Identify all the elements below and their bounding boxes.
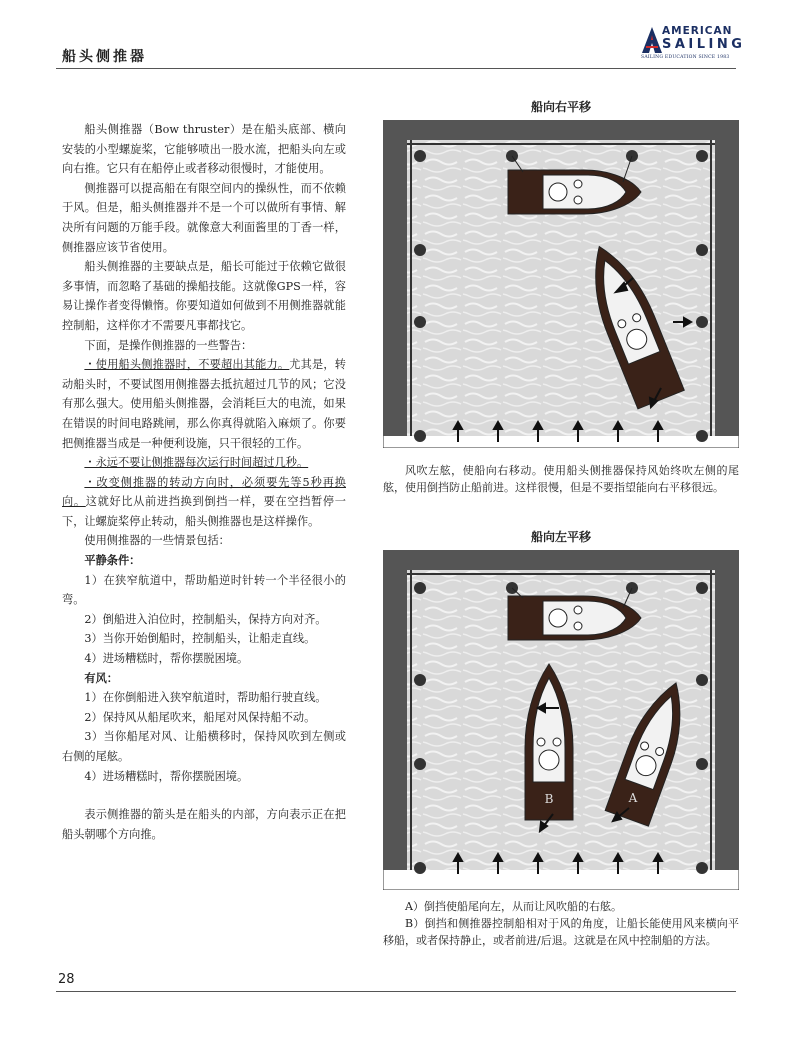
paragraph: 表示侧推器的箭头是在船头的内部，方向表示正在把船头朝哪个方向推。 xyxy=(62,808,346,841)
piling xyxy=(414,582,426,594)
piling xyxy=(696,150,708,162)
warning-2-emphasis: ・永远不要让侧推器每次运行时间超过几秒。 xyxy=(84,456,309,470)
paragraph: 侧推器可以提高船在有限空间内的操纵性，而不依赖于风。但是，船头侧推器并不是一个可以做所有事情、解决所有问题的万能手段。就像意大利面酱里的丁香一样，侧推器应该节省使用。 xyxy=(62,181,346,254)
boat-b-label: B xyxy=(544,792,554,806)
page-number: 28 xyxy=(58,972,75,987)
caption-text-b: B）倒挡和侧推器控制船相对于风的角度，让船长能使用风来横向平移船，或者保持静止，或者前进/后退。这就是在风中控制船的方法。 xyxy=(383,917,739,947)
piling xyxy=(414,430,426,442)
logo-text-american: AMERICAN xyxy=(662,25,733,37)
piling xyxy=(696,862,708,874)
caption-text-a: A）倒挡使船尾向左，从而让风吹船的右舷。 xyxy=(405,900,622,913)
paragraph: 下面，是操作侧推器的一些警告： xyxy=(84,338,253,352)
footer-rule xyxy=(56,991,736,992)
figure-1-title: 船向右平移 xyxy=(530,100,591,114)
piling xyxy=(696,430,708,442)
warning-3 xyxy=(62,473,346,532)
warning-2 xyxy=(62,453,346,473)
piling xyxy=(696,758,708,770)
paragraph: 使用侧推器的一些情景包括： xyxy=(84,534,230,548)
dock-left xyxy=(383,120,407,436)
paragraph: 船头侧推器的主要缺点是，船长可能过于依赖它做很多事情，而忽略了基础的操船技能。这就像GPS一样，容易让操作者变得懒惰。你要知道如何做到不用侧推器就能控制船，这样你才不需要凡事都找它。 xyxy=(62,260,346,332)
logo-sail-icon xyxy=(640,26,664,54)
figure-1-diagram xyxy=(383,120,739,448)
warning-1-text: 尤其是，转动船头时，不要试图用侧推器去抵抗超过几节的风；它没有那么强大。使用船头侧推器，会消耗巨大的电流，如果在错误的时间电路跳闸，那么你真得就陷入麻烦了。你要把侧推器当成是一种便利设施，只干很轻的工作。 xyxy=(62,358,346,450)
body-text-column xyxy=(62,120,346,844)
piling xyxy=(696,244,708,256)
paragraph: 船头侧推器（Bow thruster）是在船头底部、横向安装的小型螺旋桨，它能够喷出一股水流，把船头向左或向右推。它只有在船停止或者移动很慢时，才能使用。 xyxy=(62,123,346,176)
figure-2-title: 船向左平移 xyxy=(530,530,591,544)
caption-text: 风吹左舷，使船向右移动。使用船头侧推器保持风始终吹左侧的尾舷，使用倒挡防止船前进。这样很慢，但是不要指望能向右平移很远。 xyxy=(383,464,739,494)
list-item: 1）在你倒船进入狭窄航道时，帮助船行驶直线。 xyxy=(84,691,327,705)
figure-1-caption xyxy=(383,462,739,496)
boat-a-label: A xyxy=(628,791,638,805)
logo-text-sailing: SAILING xyxy=(662,37,746,52)
piling xyxy=(414,674,426,686)
list-item: 2）倒船进入泊位时，控制船头，保持方向对齐。 xyxy=(84,612,327,626)
piling xyxy=(414,862,426,874)
list-item: 3）当你开始倒船时，控制船头，让船走直线。 xyxy=(84,632,316,646)
list-item: 1）在狭窄航道中，帮助船逆时针转一个半径很小的弯。 xyxy=(62,573,346,607)
piling xyxy=(696,582,708,594)
dock-left xyxy=(383,550,407,870)
windy-conditions-heading: 有风： xyxy=(84,670,118,685)
warning-1 xyxy=(62,355,346,453)
piling xyxy=(696,316,708,328)
list-item: 4）进场糟糕时，帮你摆脱困境。 xyxy=(84,652,249,666)
figure-2-caption xyxy=(383,898,739,949)
warning-1-emphasis: ・使用船头侧推器时，不要超出其能力。 xyxy=(84,358,290,372)
american-sailing-logo xyxy=(640,24,750,66)
piling xyxy=(414,316,426,328)
list-item: 4）进场糟糕时，帮你摆脱困境。 xyxy=(84,769,249,783)
piling xyxy=(414,244,426,256)
piling xyxy=(414,758,426,770)
dock-top xyxy=(383,120,739,140)
dock-right xyxy=(715,120,739,436)
dock-top xyxy=(383,550,739,570)
calm-conditions-heading: 平静条件： xyxy=(84,553,141,568)
figure-2-diagram xyxy=(383,550,739,890)
dock-right xyxy=(715,550,739,870)
warning-3-text: 这就好比从前进挡换到倒挡一样，要在空挡暂停一下，让螺旋桨停止转动，船头侧推器也是这样操作。 xyxy=(62,495,346,528)
list-item: 2）保持风从船尾吹来，船尾对风保持船不动。 xyxy=(84,710,316,724)
warning-3-emphasis: ・改变侧推器的转动方向时，必须要先等5秒再换向。 xyxy=(62,475,346,509)
header-rule xyxy=(56,68,736,69)
list-item: 3）当你船尾对风、让船横移时，保持风吹到左侧或右侧的尾舷。 xyxy=(62,730,346,763)
running-header: 船头侧推器 xyxy=(62,49,147,65)
piling xyxy=(696,674,708,686)
piling xyxy=(414,150,426,162)
logo-tagline: SAILING EDUCATION SINCE 1983 xyxy=(641,55,730,60)
